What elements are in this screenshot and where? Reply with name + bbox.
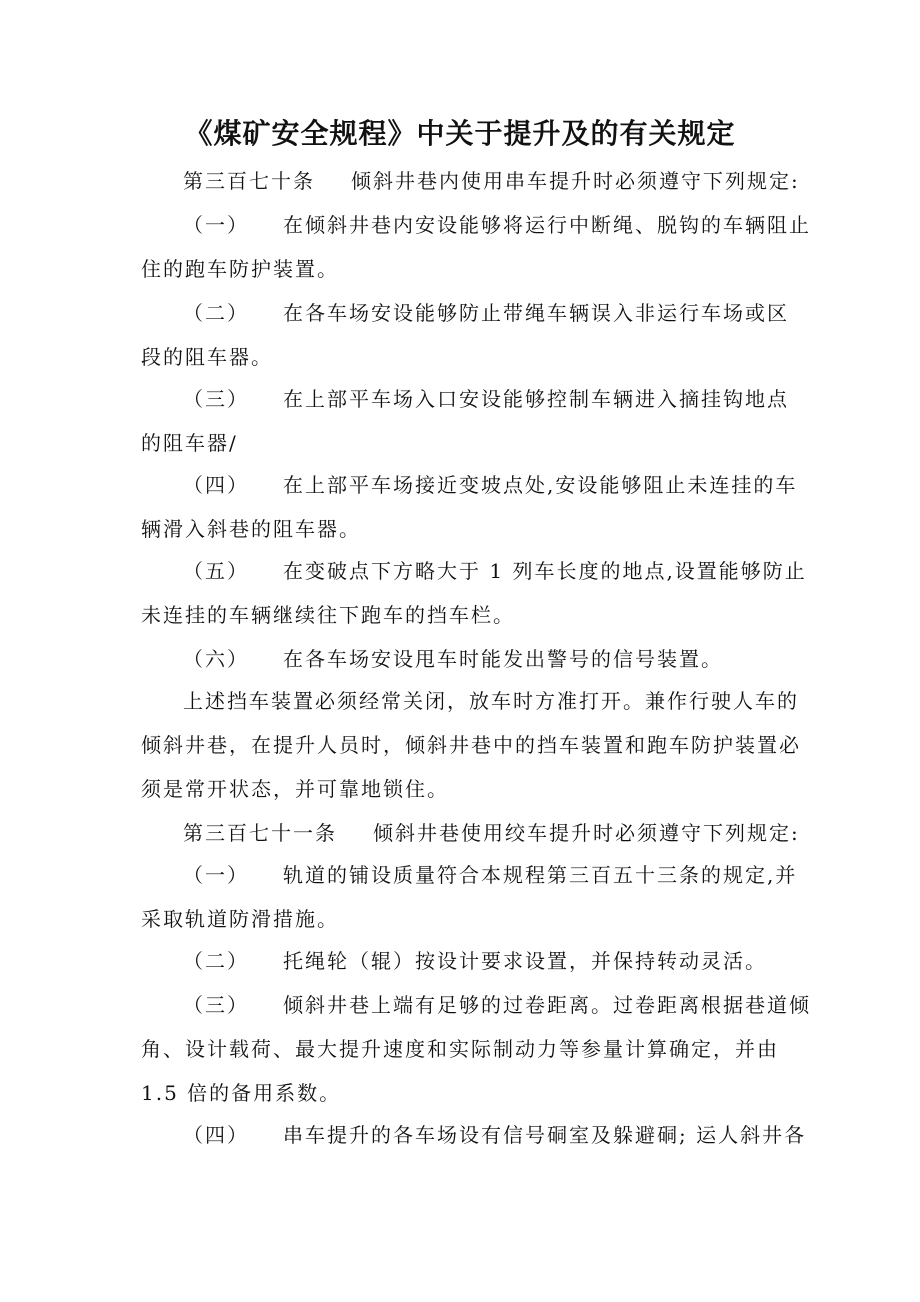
article-370-note-line-1: 上述挡车装置必须经常关闭，放车时方准打开。兼作行驶人车的 — [183, 689, 799, 713]
article-370-item-6 — [183, 645, 723, 673]
article-370-item-3-continued: 的阻车器/ — [141, 431, 238, 455]
item-text: 在倾斜井巷内安设能够将运行中断绳、脱钩的车辆阻止 — [283, 213, 811, 237]
item-text: 托绳轮（辊）按设计要求设置，并保持转动灵活。 — [283, 949, 767, 973]
article-heading: 倾斜井巷使用绞车提升时必须遵守下列规定: — [373, 821, 800, 845]
article-371-item-1-continued: 采取轨道防滑措施。 — [141, 907, 339, 931]
article-370-item-2-continued: 段的阻车器。 — [141, 345, 273, 369]
document-title: 《煤矿安全规程》中关于提升及的有关规定 — [184, 117, 736, 150]
article-heading: 倾斜井巷内使用串车提升时必须遵守下列规定: — [351, 169, 800, 193]
item-marker: （三） — [183, 993, 249, 1017]
article-370-item-2 — [183, 299, 789, 327]
article-371-heading-line — [183, 819, 800, 847]
item-text: 轨道的铺设质量符合本规程第三百五十三条的规定,并 — [283, 863, 798, 887]
item-text: 在上部平车场入口安设能够控制车辆进入摘挂钩地点 — [283, 387, 789, 411]
article-370-item-1 — [183, 211, 811, 239]
item-marker: （一） — [183, 863, 249, 887]
item-marker: （六） — [183, 647, 249, 671]
article-370-item-5 — [183, 557, 807, 585]
article-371-item-3-continued-2: 1.5 倍的备用系数。 — [141, 1081, 342, 1105]
article-370-item-4-continued: 辆滑入斜巷的阻车器。 — [141, 517, 361, 541]
item-text: 串车提升的各车场设有信号硐室及躲避硐; 运人斜井各 — [283, 1123, 807, 1147]
article-370-item-3 — [183, 385, 789, 413]
article-371-item-3-continued: 角、设计载荷、最大提升速度和实际制动力等参量计算确定，并由 — [141, 1037, 779, 1061]
article-370-note-line-3: 须是常开状态，并可靠地锁住。 — [141, 777, 449, 801]
item-text: 在各车场安设能够防止带绳车辆误入非运行车场或区 — [283, 301, 789, 325]
article-371-item-2 — [183, 947, 767, 975]
item-marker: （二） — [183, 301, 249, 325]
article-number: 第三百七十一条 — [183, 821, 337, 845]
article-371-item-4 — [183, 1121, 806, 1149]
article-370-item-4 — [183, 471, 797, 499]
item-marker: （四） — [183, 473, 249, 497]
article-371-item-1 — [183, 861, 797, 889]
article-371-item-3 — [183, 991, 811, 1019]
item-text: 在各车场安设甩车时能发出警号的信号装置。 — [283, 647, 723, 671]
article-number: 第三百七十条 — [183, 169, 315, 193]
item-marker: （一） — [183, 213, 249, 237]
item-text: 在变破点下方略大于 1 列车长度的地点,设置能够防止 — [283, 559, 807, 583]
item-marker: （三） — [183, 387, 249, 411]
article-370-note-line-2: 倾斜井巷，在提升人员时，倾斜井巷中的挡车装置和跑车防护装置必 — [141, 733, 801, 757]
article-370-item-1-continued: 住的跑车防护装置。 — [141, 257, 339, 281]
item-marker: （五） — [183, 559, 249, 583]
article-370-item-5-continued: 未连挂的车辆继续往下跑车的挡车栏。 — [141, 603, 515, 627]
item-marker: （二） — [183, 949, 249, 973]
item-text: 在上部平车场接近变坡点处,安设能够阻止未连挂的车 — [283, 473, 798, 497]
item-marker: （四） — [183, 1123, 249, 1147]
item-text: 倾斜井巷上端有足够的过卷距离。过卷距离根据巷道倾 — [283, 993, 811, 1017]
article-370-heading-line — [183, 167, 800, 195]
